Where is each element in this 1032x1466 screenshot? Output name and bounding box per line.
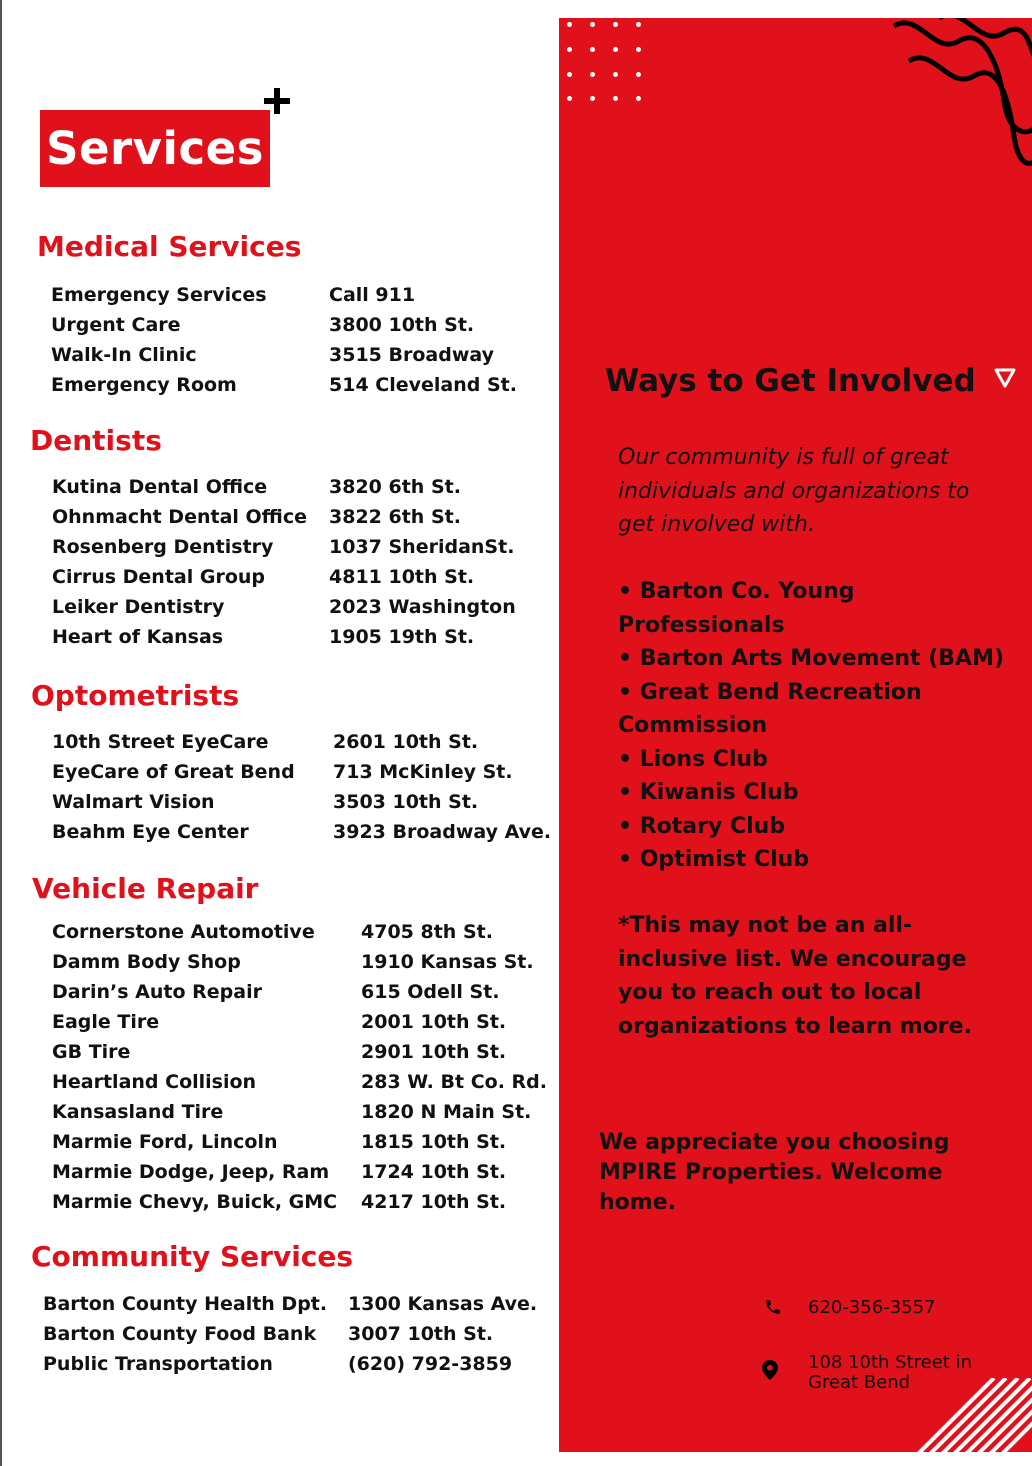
- item-address: 4811 10th St.: [329, 566, 475, 588]
- item-address: 2001 10th St.: [361, 1011, 507, 1033]
- item-name: Public Transportation: [43, 1353, 273, 1375]
- triangle-icon: [993, 366, 1017, 390]
- item-address: 2601 10th St.: [333, 731, 479, 753]
- list-item: [52, 562, 516, 592]
- list-item: [52, 1127, 547, 1157]
- list-item: [52, 917, 547, 947]
- list-item: [52, 1157, 547, 1187]
- closing-message: We appreciate you choosing MPIRE Properties. Welcome home.: [599, 1130, 950, 1215]
- item-address: Call 911: [329, 284, 416, 306]
- organization-item: • Optimist Club: [618, 847, 810, 872]
- list-item: [52, 947, 547, 977]
- item-name: Emergency Services: [51, 284, 267, 306]
- item-name: Kutina Dental Office: [52, 476, 268, 498]
- item-name: Darin’s Auto Repair: [52, 981, 262, 1003]
- section-title-community-services: Community Services: [31, 1240, 354, 1273]
- list-item: [51, 280, 517, 310]
- item-name: Heart of Kansas: [52, 626, 224, 648]
- list-item: [52, 757, 551, 787]
- section-title-optometrists: Optometrists: [31, 679, 240, 712]
- item-address: 3923 Broadway Ave.: [333, 821, 552, 843]
- list-item: [52, 472, 516, 502]
- list-community-services: [43, 1289, 537, 1379]
- panel-disclaimer: *This may not be an all-inclusive list. We encourage you to reach out to local organizations to learn more.: [618, 913, 972, 1039]
- page-border: [0, 0, 2, 1466]
- item-name: Walk-In Clinic: [51, 344, 197, 366]
- list-item: [52, 727, 551, 757]
- item-name: Marmie Chevy, Buick, GMC: [52, 1191, 338, 1213]
- item-name: Barton County Food Bank: [43, 1323, 317, 1345]
- striped-decoration: [914, 1378, 1032, 1452]
- item-address: 1910 Kansas St.: [361, 951, 534, 973]
- item-address: 3503 10th St.: [333, 791, 479, 813]
- item-address: (620) 792-3859: [348, 1353, 513, 1375]
- list-item: [52, 977, 547, 1007]
- item-address: 1905 19th St.: [329, 626, 475, 648]
- item-address: 1815 10th St.: [361, 1131, 507, 1153]
- item-name: Kansasland Tire: [52, 1101, 224, 1123]
- list-item: [52, 502, 516, 532]
- section-title-medical: Medical Services: [37, 230, 302, 263]
- list-dentists: [52, 472, 516, 652]
- list-item: [43, 1319, 537, 1349]
- list-item: [43, 1349, 537, 1379]
- list-item: [52, 1067, 547, 1097]
- list-optometrists: [52, 727, 551, 847]
- item-address: 713 McKinley St.: [333, 761, 513, 783]
- organization-item: • Rotary Club: [618, 813, 786, 839]
- phone-number: 620-356-3557: [808, 1297, 936, 1318]
- organization-item: • Barton Co. Young Professionals: [618, 579, 855, 638]
- item-address: 2023 Washington: [329, 596, 516, 618]
- list-item: [52, 1097, 547, 1127]
- item-name: Urgent Care: [51, 314, 181, 336]
- panel-intro: Our community is full of great individuals and organizations to get involved with.: [618, 445, 970, 537]
- section-title-dentists: Dentists: [30, 424, 162, 457]
- item-address: 1300 Kansas Ave.: [348, 1293, 538, 1315]
- item-name: Barton County Health Dpt.: [43, 1293, 328, 1315]
- item-name: Ohnmacht Dental Office: [52, 506, 308, 528]
- item-name: Marmie Dodge, Jeep, Ram: [52, 1161, 330, 1183]
- item-name: Leiker Dentistry: [52, 596, 225, 618]
- address-line: 108 10th Street in: [808, 1352, 972, 1373]
- item-name: Cornerstone Automotive: [52, 921, 315, 943]
- item-address: 1724 10th St.: [361, 1161, 507, 1183]
- item-address: 3800 10th St.: [329, 314, 475, 336]
- item-name: 10th Street EyeCare: [52, 731, 269, 753]
- phone-icon: [764, 1298, 782, 1316]
- item-name: GB Tire: [52, 1041, 131, 1063]
- item-address: 3007 10th St.: [348, 1323, 494, 1345]
- list-item: [52, 787, 551, 817]
- panel-title: Ways to Get Involved: [605, 363, 976, 399]
- wavy-lines-decoration: [889, 18, 1032, 166]
- section-title-vehicle-repair: Vehicle Repair: [32, 872, 259, 905]
- item-address: 514 Cleveland St.: [329, 374, 517, 396]
- item-address: 1037 SheridanSt.: [329, 536, 515, 558]
- item-address: 3820 6th St.: [329, 476, 461, 498]
- list-item: [52, 592, 516, 622]
- list-item: [52, 1187, 547, 1217]
- item-address: 2901 10th St.: [361, 1041, 507, 1063]
- list-item: [52, 622, 516, 652]
- item-name: Emergency Room: [51, 374, 237, 396]
- organization-item: • Lions Club: [618, 746, 768, 772]
- item-name: Heartland Collision: [52, 1071, 257, 1093]
- location-pin-icon: [762, 1360, 778, 1380]
- organization-item: • Kiwanis Club: [618, 780, 799, 805]
- item-name: Damm Body Shop: [52, 951, 241, 973]
- item-address: 4705 8th St.: [361, 921, 493, 943]
- list-item: [52, 817, 551, 847]
- services-heading: Services: [40, 110, 270, 187]
- list-item: [52, 1037, 547, 1067]
- address-line: Great Bend: [808, 1372, 911, 1393]
- organization-item: • Barton Arts Movement (BAM): [618, 646, 1005, 671]
- plus-icon: [262, 86, 292, 116]
- list-item: [52, 532, 516, 562]
- list-item: [51, 310, 517, 340]
- involvement-panel: [559, 18, 1032, 1452]
- list-medical: [51, 280, 517, 400]
- item-address: 615 Odell St.: [361, 981, 500, 1003]
- list-item: [51, 340, 517, 370]
- item-name: Rosenberg Dentistry: [52, 536, 274, 558]
- item-address: 3515 Broadway: [329, 344, 494, 366]
- list-item: [43, 1289, 537, 1319]
- organization-item: • Great Bend Recreation Commission: [618, 679, 922, 738]
- item-name: Cirrus Dental Group: [52, 566, 266, 588]
- list-item: [51, 370, 517, 400]
- organization-list: [618, 575, 1008, 877]
- item-name: Walmart Vision: [52, 791, 215, 813]
- item-address: 4217 10th St.: [361, 1191, 507, 1213]
- item-name: EyeCare of Great Bend: [52, 761, 295, 783]
- item-address: 3822 6th St.: [329, 506, 461, 528]
- list-vehicle-repair: [52, 917, 547, 1217]
- item-address: 283 W. Bt Co. Rd.: [361, 1071, 547, 1093]
- item-name: Marmie Ford, Lincoln: [52, 1131, 278, 1153]
- item-address: 1820 N Main St.: [361, 1101, 532, 1123]
- list-item: [52, 1007, 547, 1037]
- item-name: Beahm Eye Center: [52, 821, 249, 843]
- item-name: Eagle Tire: [52, 1011, 160, 1033]
